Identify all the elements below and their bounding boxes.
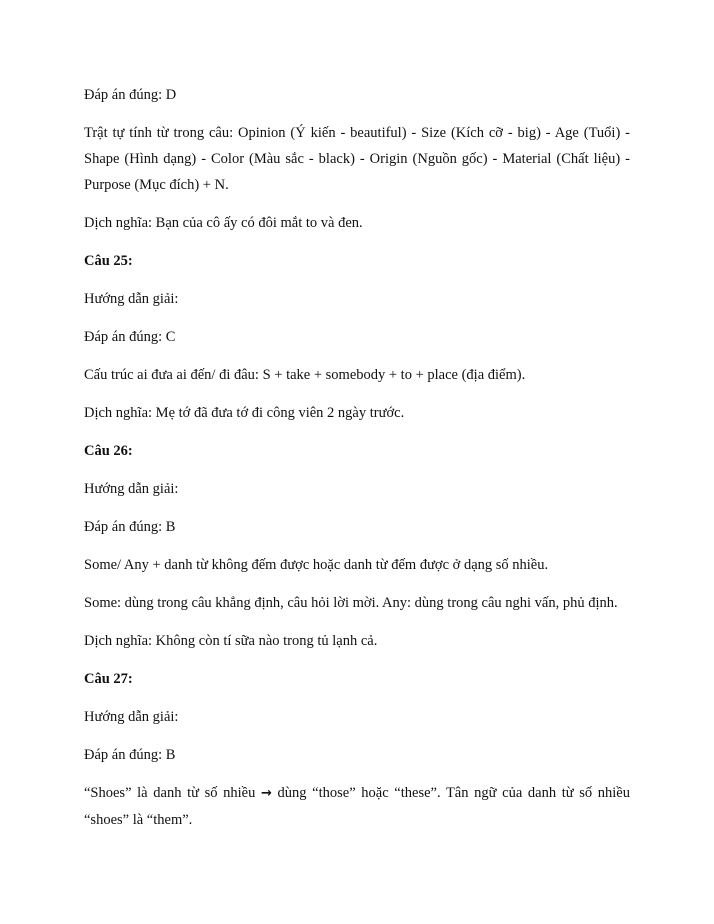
answer-line: Đáp án đúng: B [84, 747, 176, 763]
explanation-text-start: “Shoes” là danh từ số nhiều [84, 785, 261, 801]
explanation-paragraph [84, 780, 630, 833]
answer-line: Đáp án đúng: D [84, 87, 177, 103]
answer-line: Đáp án đúng: C [84, 329, 176, 345]
right-arrow-icon: → [260, 786, 272, 801]
question-heading: Câu 27: [84, 671, 133, 687]
guide-label: Hướng dẫn giải: [84, 709, 179, 725]
explanation-paragraph: Trật tự tính từ trong câu: Opinion (Ý kiến - beautiful) - Size (Kích cỡ - big) - Age (Tuổi) - Shape (Hình dạng) - Color (Màu sắc - black) - Origin (Nguồn gốc) - Material (Chất liệu) - Purpose (Mục đích) + N. [84, 125, 630, 193]
document-page [84, 82, 630, 845]
translation-line: Dịch nghĩa: Không còn tí sữa nào trong tủ lạnh cả. [84, 633, 378, 649]
explanation-paragraph: Some: dùng trong câu khẳng định, câu hỏi lời mời. Any: dùng trong câu nghi vấn, phủ định. [84, 595, 618, 611]
translation-line: Dịch nghĩa: Mẹ tớ đã đưa tớ đi công viên 2 ngày trước. [84, 405, 405, 421]
guide-label: Hướng dẫn giải: [84, 481, 179, 497]
question-heading: Câu 26: [84, 443, 133, 459]
explanation-paragraph: Some/ Any + danh từ không đếm được hoặc danh từ đếm được ở dạng số nhiều. [84, 557, 549, 573]
answer-line: Đáp án đúng: B [84, 519, 176, 535]
question-heading: Câu 25: [84, 253, 133, 269]
explanation-text-end: dùng “those” hoặc “these”. Tân ngữ của danh từ số nhiều “shoes” là “them”. [84, 785, 630, 828]
translation-line: Dịch nghĩa: Bạn của cô ấy có đôi mắt to và đen. [84, 215, 363, 231]
guide-label: Hướng dẫn giải: [84, 291, 179, 307]
explanation-paragraph: Cấu trúc ai đưa ai đến/ đi đâu: S + take + somebody + to + place (địa điểm). [84, 367, 526, 383]
